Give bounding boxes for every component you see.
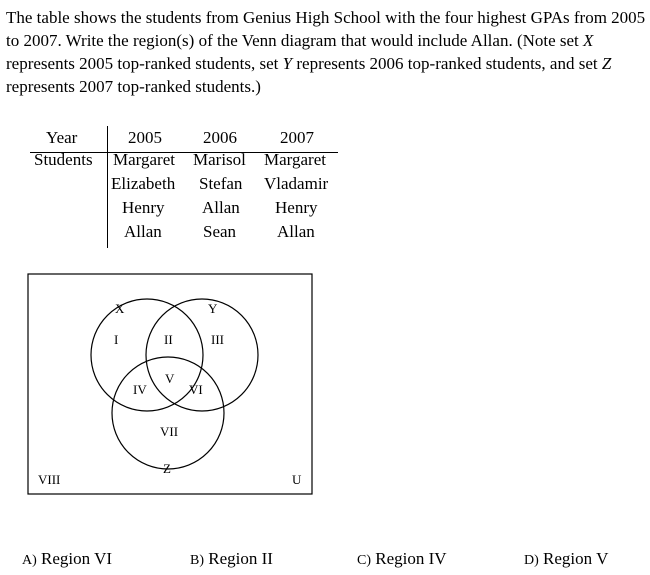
- table-cell: Henry: [275, 198, 318, 217]
- choice-letter: D): [524, 553, 539, 568]
- set-y-label: Y: [208, 301, 218, 316]
- region-label: I: [114, 332, 119, 347]
- choice-b[interactable]: [190, 549, 273, 569]
- table-cell: Sean: [203, 222, 237, 241]
- table-cell: Marisol: [193, 150, 246, 169]
- region-label: V: [165, 371, 175, 386]
- table-header-2007: 2007: [280, 128, 314, 147]
- question-text: The table shows the students from Genius High School with the four highest GPAs from 2005 to 2007. Write the region(s) of the Venn diagram that would include Allan. (Note set X represents 2005 top-ranked students, set Y represents 2006 top-ranked students, and set Z represents 2007 top-ranked students.): [6, 8, 646, 96]
- set-x-label: X: [115, 301, 125, 316]
- choice-c[interactable]: [357, 549, 447, 569]
- choice-text: Region II: [208, 549, 273, 568]
- table-header-2005: 2005: [128, 128, 162, 147]
- choice-letter: A): [22, 553, 37, 568]
- choice-letter: B): [190, 553, 204, 568]
- region-label: VIII: [38, 472, 61, 487]
- table-row-label: Students: [34, 150, 93, 169]
- table-cell: Margaret: [264, 150, 326, 169]
- table-cell: Vladamir: [264, 174, 329, 193]
- table-header-year: Year: [46, 128, 78, 147]
- table-header-2006: 2006: [203, 128, 237, 147]
- table-cell: Henry: [122, 198, 165, 217]
- universe-label: U: [292, 472, 302, 487]
- region-label: IV: [133, 382, 147, 397]
- table-cell: Stefan: [199, 174, 243, 193]
- set-z-label: Z: [163, 461, 171, 476]
- table-cell: Allan: [124, 222, 162, 241]
- region-label: II: [164, 332, 173, 347]
- choice-text: Region V: [543, 549, 609, 568]
- region-label: VII: [160, 424, 179, 439]
- region-label: III: [211, 332, 224, 347]
- table-cell: Elizabeth: [111, 174, 176, 193]
- table-cell: Margaret: [113, 150, 175, 169]
- choice-text: Region IV: [375, 549, 447, 568]
- region-label: VI: [189, 382, 203, 397]
- choice-text: Region VI: [41, 549, 113, 568]
- choice-d[interactable]: [524, 549, 608, 569]
- set-x-circle: [91, 299, 203, 411]
- choice-a[interactable]: [22, 549, 112, 569]
- table-cell: Allan: [202, 198, 240, 217]
- choice-letter: C): [357, 553, 371, 568]
- table-cell: Allan: [277, 222, 315, 241]
